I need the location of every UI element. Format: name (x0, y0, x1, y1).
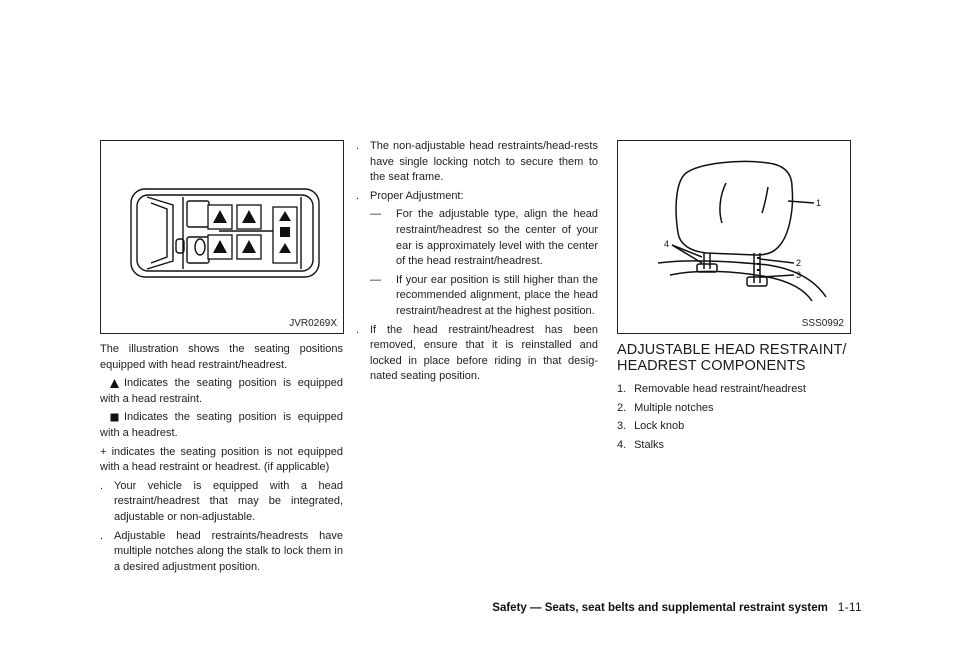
component-item (617, 419, 857, 435)
dash-item (370, 207, 598, 269)
dash-text: For the adjustable type, align the head restraint/headrest so the center of your ear is approximately level with the center of the head restraint/headrest. (396, 208, 598, 268)
head-restraint-figure (617, 140, 851, 334)
component-number: 4. (617, 438, 627, 451)
component-item (617, 438, 857, 454)
component-item (617, 382, 857, 398)
bullet-marker: . (356, 323, 360, 336)
dash-text: If your ear position is still higher than the recommended alignment, place the head restraint/headrest at the highest position. (396, 273, 598, 317)
right-column (617, 342, 857, 456)
head-restraint-illustration (618, 141, 850, 333)
heading-line: ADJUSTABLE HEAD RESTRAINT/ (617, 342, 847, 358)
bullet-item (356, 139, 598, 186)
bullet-text: Proper Adjustment: (370, 189, 464, 202)
figure-code: JVR0269X (289, 318, 337, 329)
intro-paragraph: The illustration shows the seating positions equipped with head restraint/headrest. (100, 343, 343, 371)
square-icon (110, 413, 119, 422)
bullet-text: Adjustable head restraints/headrests have multiple notches along the stalk to lock them in a desired adjustment position. (114, 529, 343, 573)
component-number: 2. (617, 401, 627, 414)
component-label: Removable head restraint/headrest (634, 383, 806, 395)
legend-triangle-text: Indicates the seating position is equipped with a head restraint. (100, 377, 343, 405)
bullet-marker: . (356, 189, 360, 202)
figure-code: SSS0992 (801, 318, 844, 329)
bullet-marker: . (356, 140, 360, 152)
component-label: Multiple notches (634, 401, 714, 414)
dash-item (370, 273, 598, 320)
legend-triangle-row (100, 376, 343, 407)
footer-section-title: Safety — Seats, seat belts and supplemental restraint system (492, 602, 828, 614)
plus-note: + indicates the seating position is not equipped with a head restraint or headrest. (if applicable) (100, 445, 343, 474)
seating-diagram-figure (100, 140, 344, 334)
vehicle-top-view-illustration (101, 141, 343, 333)
callout-2: 2 (796, 258, 802, 268)
bullet-text: Your vehicle is equipped with a head restraint/headrest that may be integrated, adjustable or non-adjustable. (114, 479, 343, 523)
bullet-item (100, 529, 343, 576)
dash-marker: — (370, 273, 381, 286)
component-label: Stalks (634, 438, 665, 451)
section-heading (617, 342, 857, 374)
bullet-marker: . (100, 479, 104, 492)
bullet-item (356, 323, 598, 385)
bullet-item (356, 189, 598, 205)
bullet-text: The non-adjustable head restraints/head-rests have single locking notch to secure them to the seat frame. (370, 140, 598, 184)
component-label: Lock knob (634, 420, 685, 433)
component-item (617, 401, 857, 417)
dash-marker: — (370, 208, 381, 221)
heading-line: HEADREST COMPONENTS (617, 358, 806, 374)
component-number: 3. (617, 420, 627, 433)
legend-square-text: Indicates the seating position is equipped with a headrest. (100, 411, 343, 439)
middle-column (356, 139, 598, 388)
bullet-text: If the head restraint/headrest has been removed, ensure that it is reinstalled and locked in place before riding in that desig-nated seating position. (370, 323, 598, 383)
component-number: 1. (617, 383, 627, 395)
triangle-icon (110, 379, 119, 388)
left-column (100, 342, 343, 578)
bullet-item (100, 479, 343, 526)
callout-3: 3 (796, 270, 802, 280)
callout-4: 4 (664, 239, 670, 249)
page-number: 1-11 (837, 602, 862, 614)
bullet-marker: . (100, 529, 104, 542)
legend-square-row (100, 410, 343, 441)
callout-1: 1 (816, 198, 822, 208)
page-footer (492, 602, 862, 614)
